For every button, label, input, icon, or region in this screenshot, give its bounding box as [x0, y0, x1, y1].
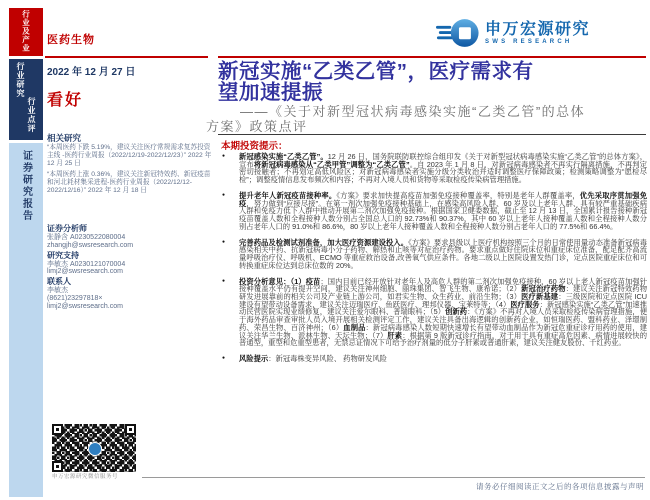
sidebar-tab-industry-label: 行业及产业 [21, 10, 31, 53]
report-subtitle-line-1: ——《关于对新型冠状病毒感染实施“乙类乙管”的总体 [240, 104, 586, 119]
tips-title: 本期投资提示： [221, 141, 288, 152]
footer-rule [142, 477, 645, 478]
bullet-item [221, 355, 647, 363]
industry-label: 医药生物 [47, 34, 95, 46]
header-red-rule [218, 56, 646, 58]
investment-tips-list [221, 153, 647, 371]
bullet-text: 完善药品及检测试剂准备，加大医疗资源建设投入。《方案》要求县级以上医疗机构按照三个月的日常使用量动态准备新冠病毒感染相关中药、抗新冠病毒小分子药物、解热和止咳等对症治疗药物。要求重点做好住院床位和重症床位准备，配足配齐高流量呼吸治疗仪、呼吸机、ECMO 等重症救治设备,改善氧气供应条件。各地二级以上医院设置发热门诊，定点医院重症床位和可转换重症床位达到总床位数的 20%。 [239, 237, 647, 270]
report-subtitle [206, 104, 646, 134]
footer-disclaimer: 请务必仔细阅读正文之后的各项信息披露与声明 [476, 482, 644, 491]
report-title-line-2: 望加速提振 [218, 81, 323, 105]
bullet-marker-icon: ● [222, 238, 226, 245]
sidebar-tab-report [9, 143, 43, 497]
contact-phone: (8621)23297818× [47, 295, 103, 302]
sws-logo [436, 17, 590, 50]
sws-logo-en: SWS RESEARCH [485, 39, 573, 45]
report-title-line-1: 新冠实施“乙类乙管”，医疗需求有 [218, 60, 534, 83]
qr-finder-icon [52, 424, 63, 435]
analyst-name: 张静含 A0230522080004 [47, 233, 126, 241]
bullet-text: 新冠感染实施“乙类乙管”。12 月 26 日，国务院联防联控综合组印发《关于对新型冠状病毒感染实施“乙类乙管”的总体方案》，宣布将新冠病毒感染从“乙类甲管”调整为“乙类乙管”。自 2023 年 1 月 8 日，对新冠病毒感染者不再实行隔离措施，不再判定密切接触者；不再划定高低风险区；对新冠病毒感染者实施分级分类收治并适时调整医疗保障政策；检测策略调整为“愿检尽检”；调整疫情信息发布频次和内容；不再对入境人员和货物等采取检疫传染病管理措施。 [239, 152, 647, 185]
qr-finder-icon [52, 461, 63, 472]
support-title: 研究支持 [47, 250, 79, 260]
qr-finder-icon [125, 424, 136, 435]
sidebar-tab-research-label-2: 行业点评 [27, 97, 36, 133]
sws-logo-text [485, 21, 590, 46]
qr-caption: 申万宏源研究微信服务号 [52, 474, 119, 480]
support-name: 李敏杰 A0230121070004 [47, 260, 126, 268]
related-research-item: “本周医药下跌 5.19%，建议关注医疗常规需求复苏投资主线 -医药行业周报（2022/12/19-2022/12/23）” 2022 年 12 月 25 日 [47, 144, 212, 167]
bullet-marker-icon: ● [222, 355, 226, 362]
left-red-rule [45, 56, 208, 58]
rating-label: 看好 [47, 92, 84, 109]
qr-center-logo-icon [88, 442, 102, 456]
sidebar-tab-industry [9, 8, 43, 56]
related-research-list [47, 144, 214, 197]
bullet-text: 风险提示：新冠毒株变异风险、 药物研发风险 [239, 354, 387, 364]
bullet-item [221, 278, 647, 348]
report-title [218, 61, 650, 103]
related-research-title: 相关研究 [47, 133, 82, 143]
bullet-text: 提升老年人新冠疫苗接种率。《方案》要求加快提高疫苗加强免疫接种覆盖率，特别是老年人群覆盖率，优先采取序贯加强免疫，努力做到“应接尽接”。在第一剂次加强免疫接种基础上，在感染高风险人群、60 岁及以上老年人群、具有较严重基础疾病人群和免疫力低下人群中推动开展第二剂次加强免疫接种。根据国家卫健委数据，截止至 12 月 13 日，全国累计报告接种新冠疫苗覆盖人数和全程接种人数分别占全国总人口的 92.73%和 90.37%，其中 60 岁以上老年人接种覆盖人数和全程接种人数分别占老年人口的 91.0%和 86.6%，80 岁以上老年人接种覆盖人数和全程接种人数分别占老年人口的 77.5%和 66.4%。 [239, 190, 648, 231]
sidebar-tab-report-label: 证券研究报告 [20, 150, 32, 222]
bullet-marker-icon: ● [222, 191, 226, 198]
related-research-item: “本周医药上涨 0.36%，建议关注新冠特效药、新冠疫苗和河北耗材集采进程-医药行业周报（2022/12/12-2022/12/16）” 2022 年 12 月 18 日 [47, 170, 211, 194]
sws-globe-icon [436, 17, 480, 50]
contact-title: 联系人 [47, 277, 71, 287]
analyst-block [47, 223, 214, 311]
bullet-text: 投资分析意见：（1）疫苗：国内目前已经开放针对老年人及高危人群的第二剂次加强免疫接种，60 岁以上老人新冠疫苗加强针接种覆盖水平仍有提升空间，建议关注神州细胞、丽珠集团、智飞生物、康希诺；（2）新冠治疗药物：建议关注新冠特效药物研发进展靠前的相关公司及产业链上游公司，如君实生物、众生药业、前沿生物；（3）医疗新基建：三级医院和定点医院 ICU 建设有望带动设备需求，建议关注迈瑞医疗、鱼跃医疗、理邦仪器、宝莱特等；（4）医疗服务：新冠感染实施“乙类乙管”加速推动民营医院实现业绩修复，建议关注爱尔眼科、普瑞眼科；（5）创新药：《方案》不再对入境人员采取检疫传染病管理措施，便于海外药品审查审批人员入境开展相关检测评定工作，建议关注具备出海逻辑的创新药企业，如恒瑞医药、盟科药业、泽璟制药、荣昌生物、百济神州；（6）血制品：新冠病毒感染人数短期快速增长有望带动血制品作为新冠危重症诊疗用药的使用，建议关注华兰生物、派林生物、天坛生物；（7）肝素：根据第 9 版新冠诊疗指南，对于用于具有重症高危因素、病情进展较快的普通型，重型和危重型患者，无禁忌证情况下可给予治疗剂量的低分子肝素或普通肝素，建议关注健友股份、千红药业。 [239, 276, 648, 348]
report-date: 2022 年 12 月 27 日 [47, 67, 136, 78]
bullet-marker-icon: ● [222, 153, 226, 159]
wechat-qr-code [52, 424, 136, 472]
bullet-marker-icon: ● [222, 277, 226, 284]
analyst-title: 证券分析师 [47, 224, 87, 233]
contact-name: 李敏杰 [47, 287, 68, 295]
support-email: limj2@swsresearch.com [47, 268, 123, 276]
tips-top-rule [218, 134, 646, 135]
sws-logo-cn: 申万宏源研究 [485, 21, 591, 38]
contact-email: limj2@swsresearch.com [47, 302, 123, 310]
bullet-item [221, 192, 647, 231]
sidebar-tab-research [9, 59, 43, 140]
report-subtitle-line-2: 方案》政策点评 [206, 119, 308, 135]
sidebar-tab-research-label-1: 行业研究 [16, 62, 25, 98]
bullet-item [221, 153, 647, 184]
bullet-item [221, 239, 647, 270]
analyst-email: zhangjh@swsresearch.com [47, 241, 134, 249]
